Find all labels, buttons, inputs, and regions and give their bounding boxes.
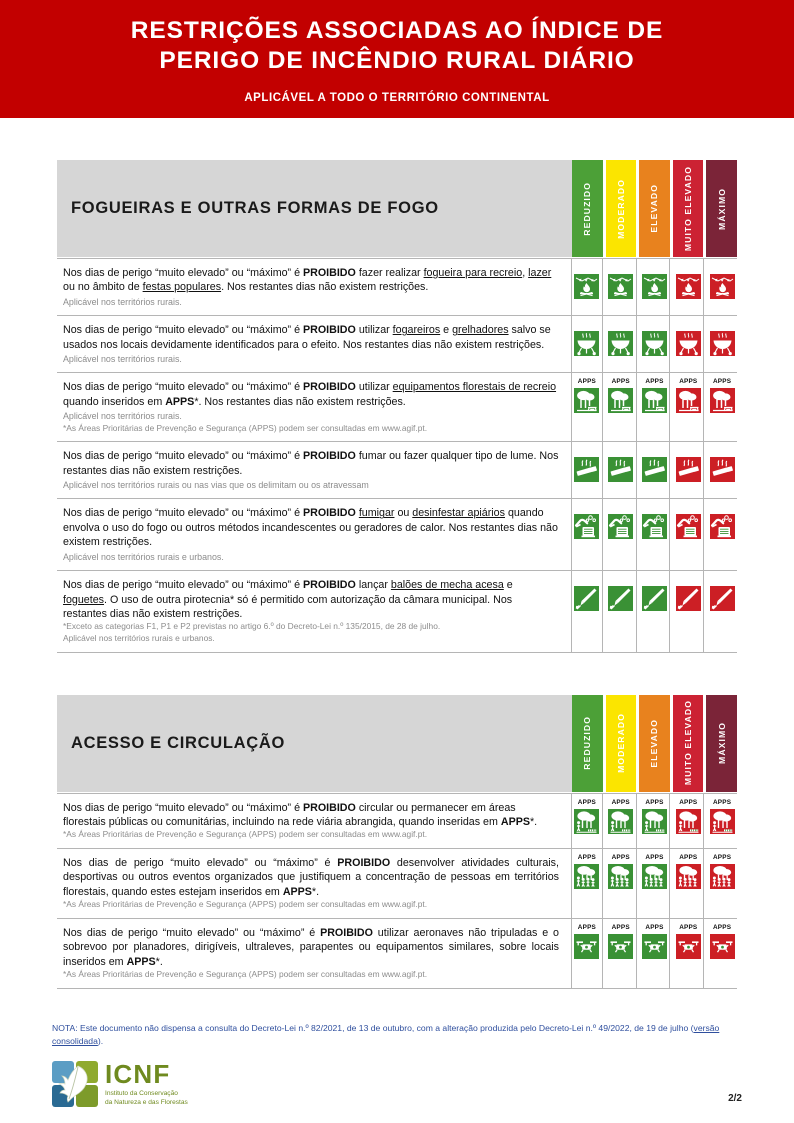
- crowd-event-icon: [608, 864, 633, 889]
- sections-container: [57, 160, 737, 989]
- cigarette-icon: [676, 457, 701, 482]
- crowd-event-icon: [710, 864, 735, 889]
- restriction-cell-reduzido: [572, 499, 603, 570]
- restriction-cell-moderado: [606, 794, 637, 848]
- apps-tag: APPS: [611, 923, 630, 931]
- bonfire-icon: [608, 274, 633, 299]
- restriction-cell-moderado: [606, 259, 637, 315]
- bonfire-icon: [676, 274, 701, 299]
- restriction-text-cell: [57, 259, 572, 315]
- danger-level-header-reduzido: [572, 160, 603, 257]
- apps-tag: APPS: [679, 923, 698, 931]
- restriction-cell-máximo: [707, 794, 737, 848]
- restriction-cell-reduzido: [572, 373, 603, 441]
- forest-people-icon: [710, 809, 735, 834]
- restriction-rule-text: Nos dias de perigo “muito elevado” ou “máximo” é PROIBIDO lançar balões de mecha acesa e foguetes. O uso de outra pirotecnia* só é permitido com autorização da câmara municipal. Nos restantes dias não existem restrições.: [63, 579, 513, 620]
- drone-icon: [710, 934, 735, 959]
- apps-tag: APPS: [645, 923, 664, 931]
- restriction-footnote: *As Áreas Prioritárias de Prevenção e Segurança (APPS) podem ser consultadas em www.agif.pt.: [63, 422, 428, 433]
- restriction-text-cell: [57, 919, 572, 988]
- restriction-icon-row: [572, 919, 737, 988]
- drone-icon: [574, 934, 599, 959]
- restriction-row: [57, 258, 737, 316]
- bonfire-icon: [574, 274, 599, 299]
- page-content: [0, 160, 794, 989]
- apps-tag: APPS: [645, 798, 664, 806]
- restriction-cell-moderado: [606, 571, 637, 651]
- restriction-cell-moderado: [606, 499, 637, 570]
- restriction-cell-elevado: [640, 442, 671, 498]
- restriction-cell-elevado: [640, 259, 671, 315]
- forest-picnic-icon: [608, 388, 633, 413]
- page-footer: [0, 1022, 794, 1123]
- restriction-cell-elevado: [640, 316, 671, 372]
- forest-people-icon: [608, 809, 633, 834]
- page-subtitle: APLICÁVEL A TODO O TERRITÓRIO CONTINENTAL: [244, 92, 550, 104]
- crowd-event-icon: [642, 864, 667, 889]
- restriction-cell-reduzido: [572, 442, 603, 498]
- restriction-icon-row: [572, 259, 737, 315]
- restriction-text-cell: [57, 499, 572, 570]
- restriction-cell-máximo: [707, 259, 737, 315]
- section-title-box: [57, 160, 572, 257]
- danger-level-header-moderado: [606, 695, 637, 792]
- restriction-scope-note: Aplicável nos territórios rurais.: [63, 296, 182, 307]
- restriction-text-cell: [57, 316, 572, 372]
- restriction-cell-elevado: [640, 373, 671, 441]
- restriction-cell-reduzido: [572, 316, 603, 372]
- apps-tag: APPS: [611, 798, 630, 806]
- restriction-cell-muito-elevado: [673, 919, 704, 988]
- danger-level-header-máximo: [706, 160, 737, 257]
- section-header: [57, 695, 737, 792]
- apps-tag: APPS: [611, 378, 630, 386]
- restriction-cell-moderado: [606, 919, 637, 988]
- restriction-scope-note: Aplicável nos territórios rurais ou nas vias que os delimitam ou os atravessam: [63, 480, 369, 491]
- restriction-cell-moderado: [606, 373, 637, 441]
- apps-tag: APPS: [645, 853, 664, 861]
- restriction-cell-muito-elevado: [673, 259, 704, 315]
- restriction-cell-muito-elevado: [673, 316, 704, 372]
- restriction-cell-elevado: [640, 919, 671, 988]
- restriction-cell-muito-elevado: [673, 442, 704, 498]
- section-title-box: [57, 695, 572, 792]
- bbq-grill-icon: [710, 331, 735, 356]
- section-title: ACESSO E CIRCULAÇÃO: [71, 733, 286, 752]
- restriction-icon-row: [572, 316, 737, 372]
- danger-level-header-muito-elevado: [673, 160, 704, 257]
- restriction-row: [57, 499, 737, 571]
- page-number: 2/2: [728, 1093, 742, 1104]
- restriction-text-cell: [57, 373, 572, 441]
- restriction-rows: [57, 792, 737, 989]
- restriction-text-cell: [57, 442, 572, 498]
- restriction-cell-moderado: [606, 849, 637, 918]
- drone-icon: [642, 934, 667, 959]
- forest-people-icon: [642, 809, 667, 834]
- beehive-smoker-icon: [642, 514, 667, 539]
- restriction-cell-muito-elevado: [673, 571, 704, 651]
- icnf-logo: [46, 1061, 188, 1107]
- beehive-smoker-icon: [608, 514, 633, 539]
- restriction-footnote: *As Áreas Prioritárias de Prevenção e Segurança (APPS) podem ser consultadas em www.agif.pt.: [63, 968, 428, 979]
- danger-level-label: ELEVADO: [649, 718, 660, 768]
- crowd-event-icon: [676, 864, 701, 889]
- restriction-footnote: *As Áreas Prioritárias de Prevenção e Segurança (APPS) podem ser consultadas em www.agif.pt.: [63, 829, 428, 840]
- danger-level-label: REDUZIDO: [582, 181, 593, 236]
- crowd-event-icon: [574, 864, 599, 889]
- danger-level-header-muito-elevado: [673, 695, 704, 792]
- restriction-footnote: *As Áreas Prioritárias de Prevenção e Segurança (APPS) podem ser consultadas em www.agif.pt.: [63, 899, 428, 910]
- firework-rocket-icon: [710, 586, 735, 611]
- firework-rocket-icon: [642, 586, 667, 611]
- restriction-cell-elevado: [640, 794, 671, 848]
- restriction-row: [57, 373, 737, 442]
- restriction-icon-row: [572, 794, 737, 848]
- footer-bottom-bar: [46, 1061, 748, 1107]
- beehive-smoker-icon: [676, 514, 701, 539]
- restriction-scope-note: Aplicável nos territórios rurais.: [63, 411, 182, 422]
- restriction-cell-reduzido: [572, 794, 603, 848]
- apps-tag: APPS: [712, 798, 732, 806]
- restriction-rule-text: Nos dias de perigo “muito elevado” ou “máximo” é PROIBIDO fumigar ou desinfestar apiários quando envolva o uso do fogo ou outros métodos incandescentes ou geradores de calor. Nos restantes dias não existem restrições.: [63, 507, 558, 549]
- restriction-cell-máximo: [707, 919, 737, 988]
- firework-rocket-icon: [676, 586, 701, 611]
- restriction-text-cell: [57, 571, 572, 651]
- apps-tag: APPS: [577, 798, 596, 806]
- restriction-footnote: *Exceto as categorias F1, P1 e P2 previstas no artigo 6.º do Decreto-Lei n.º 135/2015, de 28 de julho.: [63, 621, 441, 632]
- restriction-cell-reduzido: [572, 259, 603, 315]
- danger-level-label: MUITO ELEVADO: [683, 165, 694, 252]
- restriction-cell-máximo: [707, 499, 737, 570]
- restriction-rule-text: Nos dias de perigo “muito elevado” ou “máximo” é PROIBIDO utilizar aeronaves não tripuladas e o sobrevoo por planadores, dirigíveis, ultraleves, parapentes ou equipamentos similares, sobre locais inseridos em APPS*.: [63, 926, 559, 968]
- restriction-cell-reduzido: [572, 919, 603, 988]
- restriction-rule-text: Nos dias de perigo “muito elevado” ou “máximo” é PROIBIDO circular ou permanecer em áreas florestais públicas ou comunitárias, incluindo na rede viária abrangida, quando inseridas em APPS*.: [63, 801, 538, 828]
- icnf-logo-mark-icon: [52, 1061, 98, 1107]
- danger-level-header-row: [572, 695, 737, 792]
- bbq-grill-icon: [608, 331, 633, 356]
- restriction-row: [57, 571, 737, 652]
- bonfire-icon: [642, 274, 667, 299]
- restriction-cell-reduzido: [572, 571, 603, 651]
- section-header: [57, 160, 737, 257]
- section-title: FOGUEIRAS E OUTRAS FORMAS DE FOGO: [71, 199, 439, 217]
- beehive-smoker-icon: [710, 514, 735, 539]
- apps-tag: APPS: [712, 853, 732, 861]
- drone-icon: [608, 934, 633, 959]
- restriction-cell-muito-elevado: [673, 499, 704, 570]
- restriction-row: [57, 316, 737, 373]
- icnf-tagline: [105, 1090, 188, 1107]
- beehive-smoker-icon: [574, 514, 599, 539]
- danger-level-label: MODERADO: [615, 713, 626, 773]
- apps-tag: APPS: [611, 853, 630, 861]
- restriction-rows: [57, 257, 737, 653]
- restriction-cell-moderado: [606, 316, 637, 372]
- bbq-grill-icon: [642, 331, 667, 356]
- restriction-row: [57, 849, 737, 919]
- danger-level-header-máximo: [706, 695, 737, 792]
- restriction-icon-row: [572, 499, 737, 570]
- restriction-cell-máximo: [707, 373, 737, 441]
- forest-picnic-icon: [710, 388, 735, 413]
- restriction-cell-máximo: [707, 316, 737, 372]
- restriction-text-cell: [57, 849, 572, 918]
- apps-tag: APPS: [645, 378, 664, 386]
- danger-level-label: MUITO ELEVADO: [683, 700, 694, 786]
- restriction-cell-elevado: [640, 849, 671, 918]
- restriction-rule-text: Nos dias de perigo “muito elevado” ou “máximo” é PROIBIDO fazer realizar fogueira para recreio, lazer ou no âmbito de festas populares. Nos restantes dias não existem restrições.: [63, 267, 552, 294]
- page-title: [77, 16, 717, 76]
- restriction-cell-elevado: [640, 571, 671, 651]
- drone-icon: [676, 934, 701, 959]
- cigarette-icon: [608, 457, 633, 482]
- page-title-line-1: RESTRIÇÕES ASSOCIADAS AO ÍNDICE DE: [130, 17, 664, 44]
- page-title-line-2: PERIGO DE INCÊNDIO RURAL DIÁRIO: [159, 47, 635, 74]
- danger-level-label: REDUZIDO: [582, 716, 593, 770]
- danger-level-label: MODERADO: [615, 178, 626, 239]
- legal-note-text: NOTA: Este documento não dispensa a consulta do Decreto-Lei n.º 82/2021, de 13 de outubro, com a alteração produzida pelo Decreto-Lei n.º 49/2022, de 19 de julho (: [52, 1023, 694, 1034]
- restriction-scope-note: Aplicável nos territórios rurais e urbanos.: [63, 551, 224, 562]
- bbq-grill-icon: [574, 331, 599, 356]
- danger-level-label: MÁXIMO: [716, 722, 727, 764]
- bonfire-icon: [710, 274, 735, 299]
- apps-tag: APPS: [712, 378, 732, 386]
- firework-rocket-icon: [574, 586, 599, 611]
- apps-tag: APPS: [577, 853, 596, 861]
- restriction-scope-note: Aplicável nos territórios rurais.: [63, 354, 182, 365]
- icnf-tagline-line-2: da Natureza e das Florestas: [105, 1098, 188, 1106]
- icnf-wordmark: ICNF: [105, 1059, 171, 1090]
- danger-level-header-row: [572, 160, 737, 257]
- legal-note-text-end: ).: [97, 1035, 104, 1046]
- forest-picnic-icon: [642, 388, 667, 413]
- restriction-cell-muito-elevado: [673, 794, 704, 848]
- restriction-cell-elevado: [640, 499, 671, 570]
- consolidated-version-link[interactable]: versão consolidada: [52, 1023, 720, 1046]
- forest-people-icon: [676, 809, 701, 834]
- page-header-banner: [0, 0, 794, 118]
- restriction-cell-máximo: [707, 571, 737, 651]
- restriction-rule-text: Nos dias de perigo “muito elevado” ou “máximo” é PROIBIDO utilizar equipamentos florestais de recreio quando inseridos em APPS*. Nos restantes dias não existem restrições.: [63, 381, 557, 408]
- restriction-icon-row: [572, 571, 737, 651]
- restriction-icon-row: [572, 849, 737, 918]
- restriction-icon-row: [572, 373, 737, 441]
- restriction-rule-text: Nos dias de perigo “muito elevado” ou “máximo” é PROIBIDO desenvolver atividades culturais, desportivas ou outros eventos organizados que justifiquem a concentração de pessoas em territórios florestais, quando estes estejam inseridos em APPS*.: [63, 856, 559, 898]
- danger-level-header-elevado: [639, 160, 670, 257]
- icnf-logo-text: [105, 1061, 188, 1107]
- legal-note: [46, 1022, 748, 1047]
- restriction-cell-máximo: [707, 849, 737, 918]
- restriction-cell-máximo: [707, 442, 737, 498]
- restriction-cell-muito-elevado: [673, 849, 704, 918]
- cigarette-icon: [574, 457, 599, 482]
- restriction-text-cell: [57, 794, 572, 848]
- restriction-cell-moderado: [606, 442, 637, 498]
- apps-tag: APPS: [679, 798, 698, 806]
- restriction-rule-text: Nos dias de perigo “muito elevado” ou “máximo” é PROIBIDO fumar ou fazer qualquer tipo de lume. Nos restantes dias não existem restrições.: [63, 450, 559, 477]
- restriction-section: [57, 695, 737, 989]
- danger-level-header-moderado: [606, 160, 637, 257]
- apps-tag: APPS: [577, 923, 596, 931]
- cigarette-icon: [710, 457, 735, 482]
- apps-tag: APPS: [712, 923, 732, 931]
- restriction-cell-reduzido: [572, 849, 603, 918]
- apps-tag: APPS: [577, 378, 596, 386]
- danger-level-header-reduzido: [572, 695, 603, 792]
- restriction-footnote-secondary: Aplicável nos territórios rurais e urbanos.: [63, 632, 215, 643]
- apps-tag: APPS: [679, 378, 698, 386]
- icnf-tagline-line-1: Instituto da Conservação: [105, 1090, 178, 1098]
- apps-tag: APPS: [679, 853, 698, 861]
- danger-level-header-elevado: [639, 695, 670, 792]
- cigarette-icon: [642, 457, 667, 482]
- restriction-row: [57, 793, 737, 849]
- restriction-rule-text: Nos dias de perigo “muito elevado” ou “máximo” é PROIBIDO utilizar fogareiros e grelhadores salvo se usados nos locais devidamente identificados para o efeito. Nos restantes dias não existem restrições.: [63, 324, 551, 351]
- restriction-row: [57, 919, 737, 989]
- firework-rocket-icon: [608, 586, 633, 611]
- danger-level-label: ELEVADO: [649, 184, 660, 233]
- restriction-icon-row: [572, 442, 737, 498]
- restriction-cell-muito-elevado: [673, 373, 704, 441]
- forest-picnic-icon: [574, 388, 599, 413]
- forest-picnic-icon: [676, 388, 701, 413]
- forest-people-icon: [574, 809, 599, 834]
- restriction-section: [57, 160, 737, 653]
- restriction-row: [57, 442, 737, 499]
- danger-level-label: MÁXIMO: [716, 187, 727, 230]
- bbq-grill-icon: [676, 331, 701, 356]
